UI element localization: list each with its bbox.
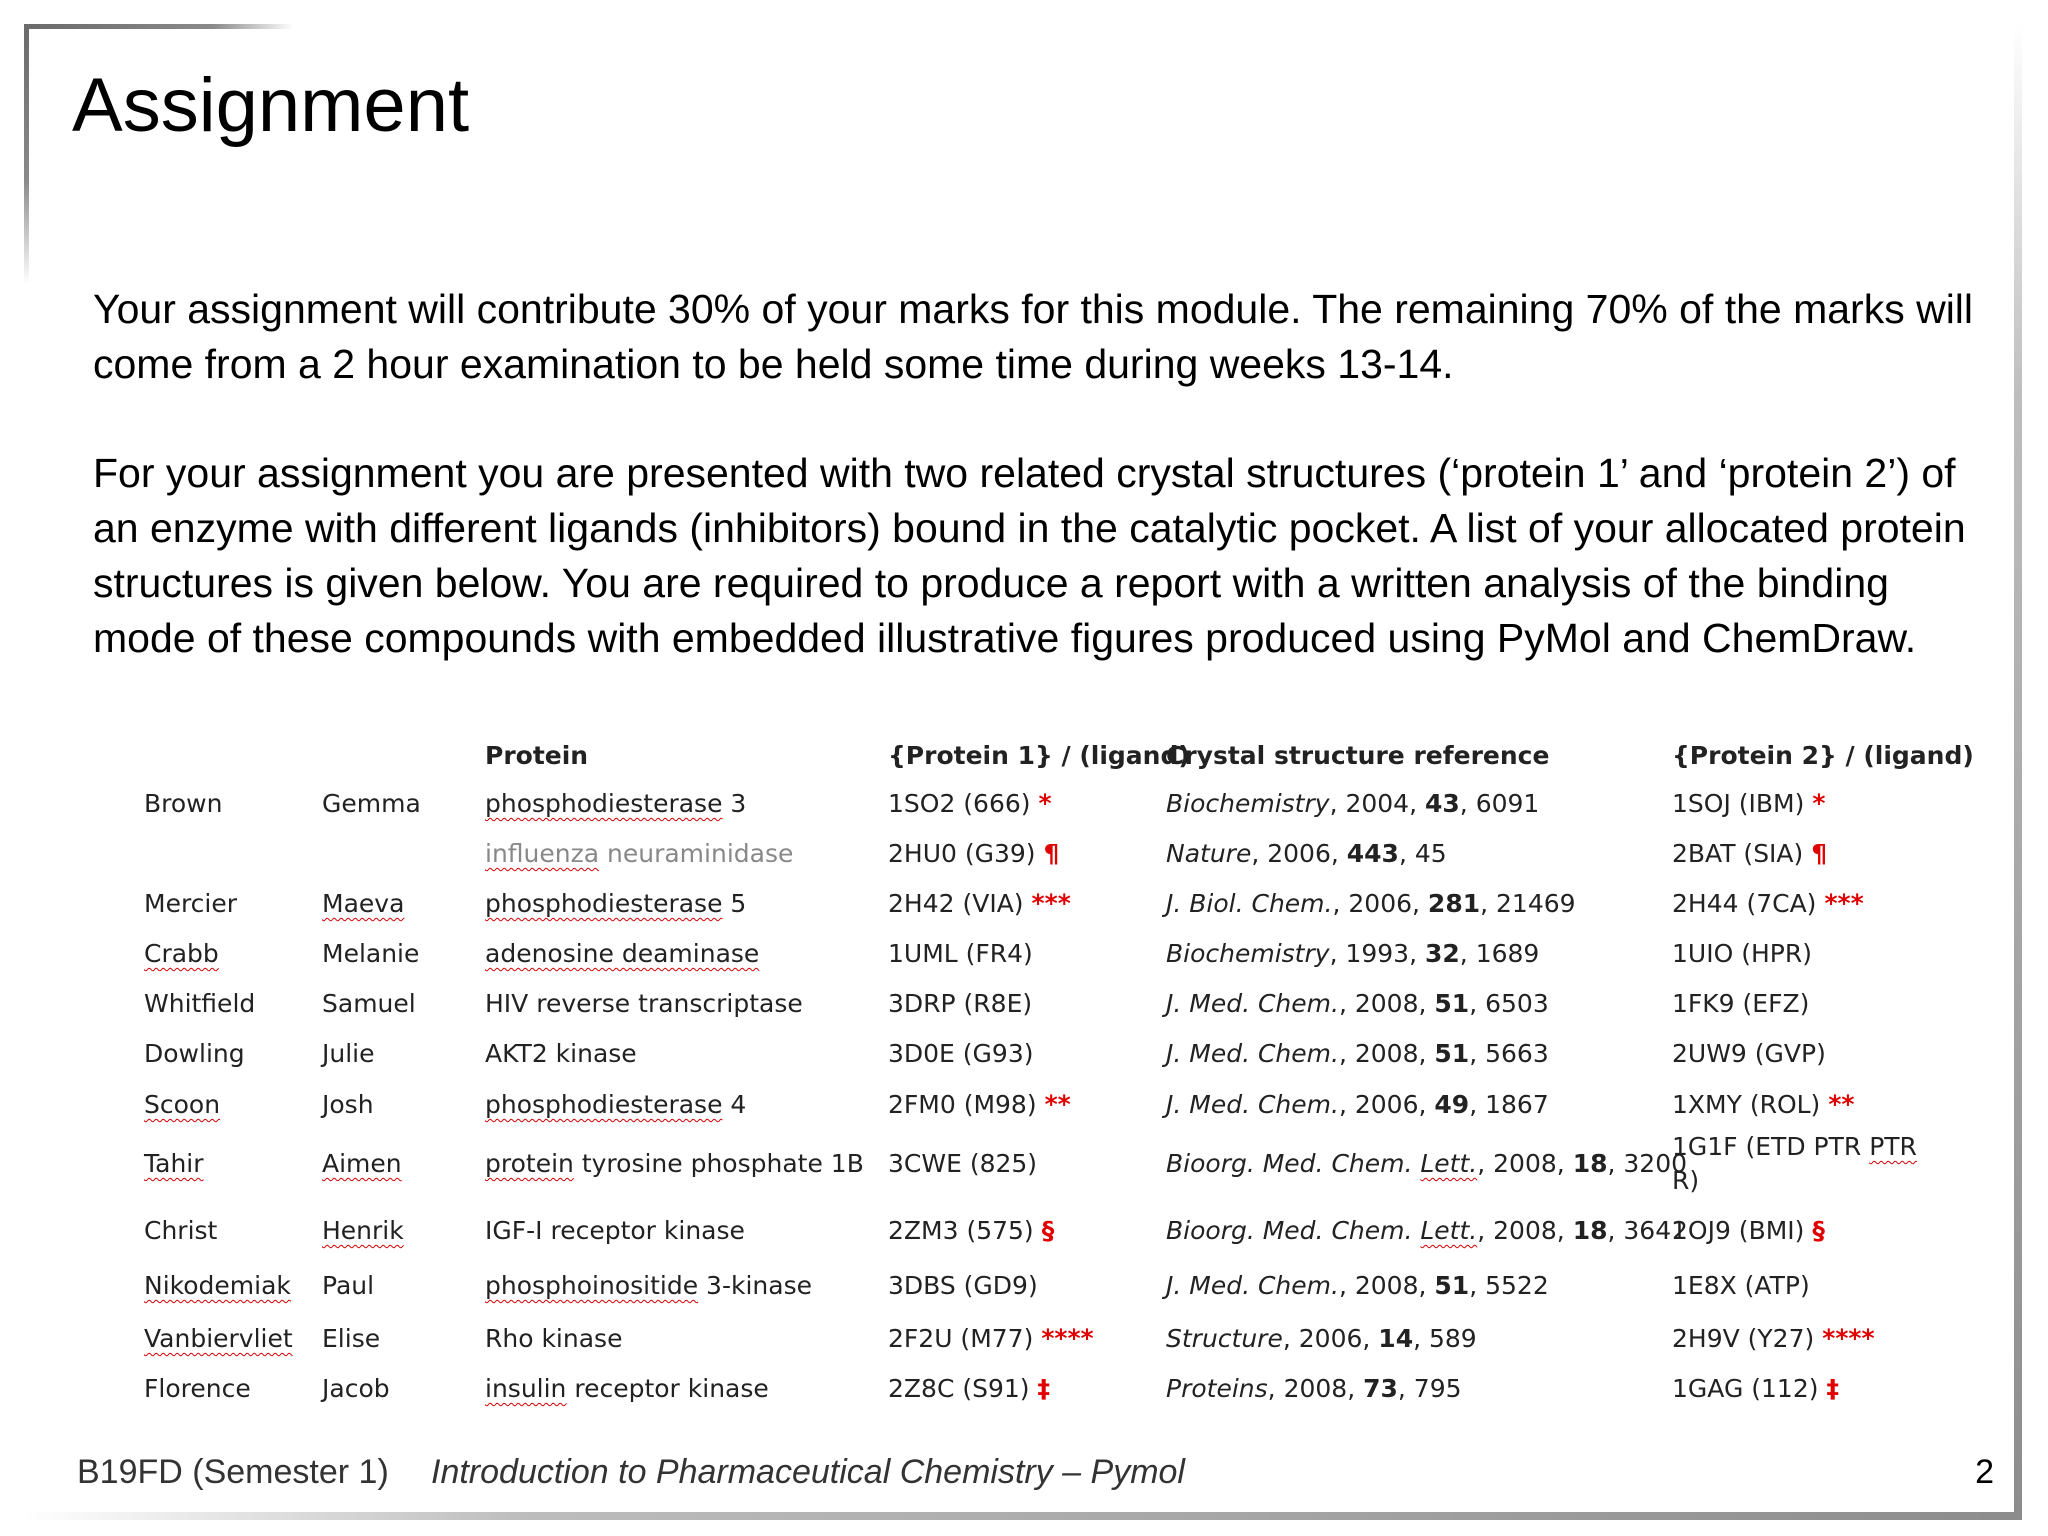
reference-volume: 73 xyxy=(1363,1374,1398,1403)
reference-year: 2008 xyxy=(1354,989,1419,1018)
reference-volume: 281 xyxy=(1427,889,1481,918)
header-protein-1-ligand: {Protein 1} / (ligand) xyxy=(888,741,1190,770)
frame-edge-bottom xyxy=(24,1512,2022,1520)
pdb-code-1: 3DBS (GD9) xyxy=(888,1271,1038,1300)
header-protein: Protein xyxy=(485,741,589,770)
assignment-paragraph: For your assignment you are presented with two related crystal structures (‘protein 1’ and ‘protein 2’) of an enzyme with different ligands (inhibitors) bound in the catalytic pocket. A list of your allocated protein structures is given below. You are required to produce a report with a written analysis of the binding mode of these compounds with embedded illustrative figures produced using PyMol and ChemDraw. xyxy=(93,450,1966,661)
pair-marker: § xyxy=(1041,1216,1055,1245)
row-protein-2 xyxy=(1672,838,1827,870)
reference-volume: 51 xyxy=(1434,1039,1470,1068)
row-protein-2 xyxy=(1672,788,1825,820)
row-surname xyxy=(144,1089,220,1121)
firstname-text: Maeva xyxy=(322,889,405,918)
pdb-code-1: 2FM0 (M98) xyxy=(888,1090,1037,1119)
row-protein-1 xyxy=(888,1215,1054,1247)
row-surname xyxy=(144,1215,217,1247)
pdb-code-2: 2H9V (Y27) xyxy=(1672,1324,1815,1353)
protein-name-part: phosphodiesterase xyxy=(485,889,723,918)
journal-name: J. Med. Chem. xyxy=(1166,989,1339,1018)
protein-name-part: phosphodiesterase xyxy=(485,789,723,818)
firstname-text: Gemma xyxy=(322,789,421,818)
reference-page: 1867 xyxy=(1485,1090,1549,1119)
row-firstname xyxy=(322,1215,404,1247)
frame-edge-right xyxy=(2014,24,2022,1520)
row-protein xyxy=(485,1148,864,1180)
reference-page: 1689 xyxy=(1475,939,1540,968)
row-protein-2 xyxy=(1672,1323,1875,1355)
header-protein-2-ligand: {Protein 2} / (ligand) xyxy=(1672,741,1974,770)
reference-volume: 43 xyxy=(1425,789,1460,818)
reference-page: 6091 xyxy=(1475,789,1540,818)
reference-year: 1993 xyxy=(1345,939,1410,968)
surname-text: Brown xyxy=(144,789,223,818)
journal-name: Biochemistry xyxy=(1166,939,1330,968)
pdb-code-2: 1E8X (ATP) xyxy=(1672,1271,1810,1300)
reference-year: 2008 xyxy=(1354,1271,1419,1300)
surname-text: Scoon xyxy=(144,1090,221,1119)
pair-marker: ¶ xyxy=(1811,839,1828,868)
reference-year: 2008 xyxy=(1283,1374,1348,1403)
row-firstname xyxy=(322,888,404,920)
row-protein xyxy=(485,1270,812,1302)
reference-page: 5522 xyxy=(1485,1271,1549,1300)
row-surname xyxy=(144,1373,251,1405)
firstname-text: Melanie xyxy=(322,939,420,968)
row-protein-2 xyxy=(1672,1038,1826,1070)
pair-marker: ** xyxy=(1044,1090,1071,1119)
pdb-code-2: 2UW9 (GVP) xyxy=(1672,1039,1826,1068)
reference-page: 45 xyxy=(1414,839,1447,868)
pdb-code-1: 1SO2 (666) xyxy=(888,789,1031,818)
row-reference: Nature, 2006, 443, 45 xyxy=(1166,839,1447,868)
row-protein-2 xyxy=(1672,1270,1810,1302)
protein-name-rest: tyrosine phosphate 1B xyxy=(573,1149,864,1178)
row-reference: J. Med. Chem., 2008, 51, 5663 xyxy=(1166,1039,1549,1068)
row-firstname xyxy=(322,988,416,1020)
reference-page: 6503 xyxy=(1485,989,1549,1018)
surname-text: Dowling xyxy=(144,1039,245,1068)
firstname-text: Paul xyxy=(322,1271,375,1300)
protein-name-part: phosphoinositide xyxy=(485,1271,699,1300)
pdb-code-2: 1XMY (ROL) xyxy=(1672,1090,1821,1119)
pair-marker: **** xyxy=(1822,1324,1875,1353)
pair-marker: *** xyxy=(1824,889,1864,918)
protein-name-part: adenosine deaminase xyxy=(485,939,760,968)
row-protein-2 xyxy=(1672,938,1812,970)
pdb-code-1: 2HU0 (G39) xyxy=(888,839,1036,868)
journal-name: J. Med. Chem. xyxy=(1166,1090,1339,1119)
surname-text: Christ xyxy=(144,1216,218,1245)
reference-page: 21469 xyxy=(1496,889,1576,918)
row-protein-1 xyxy=(888,838,1059,870)
row-reference: J. Med. Chem., 2006, 49, 1867 xyxy=(1166,1090,1549,1119)
footer-module-code: B19FD (Semester 1) xyxy=(77,1453,389,1491)
reference-year: 2006 xyxy=(1354,1090,1419,1119)
protein-name-text: HIV reverse transcriptase xyxy=(485,989,803,1018)
row-protein xyxy=(485,888,746,920)
intro-paragraph: Your assignment will contribute 30% of your marks for this module. The remaining 70% of the marks will come from a 2 hour examination to be held some time during weeks 13-14. xyxy=(93,286,1974,387)
pair-marker: * xyxy=(1038,789,1052,818)
firstname-text: Julie xyxy=(322,1039,375,1068)
row-firstname xyxy=(322,1323,380,1355)
surname-text: Nikodemiak xyxy=(144,1271,291,1300)
row-protein xyxy=(485,988,803,1020)
pdb-code-1: 2ZM3 (575) xyxy=(888,1216,1034,1245)
pdb-code-1: 2H42 (VIA) xyxy=(888,889,1024,918)
row-protein-2 xyxy=(1672,1373,1839,1405)
pdb-code-1: 2Z8C (S91) xyxy=(888,1374,1030,1403)
reference-volume: 32 xyxy=(1425,939,1460,968)
row-reference: J. Med. Chem., 2008, 51, 6503 xyxy=(1166,989,1549,1018)
reference-year: 2006 xyxy=(1267,839,1331,868)
row-firstname xyxy=(322,1373,390,1405)
pdb-code-2: 2H44 (7CA) xyxy=(1672,889,1817,918)
row-protein-1 xyxy=(888,788,1052,820)
pdb-code-2: 2OJ9 (BMI) xyxy=(1672,1216,1805,1245)
row-surname xyxy=(144,1038,245,1070)
reference-year: 2008 xyxy=(1493,1216,1557,1245)
row-surname xyxy=(144,1270,291,1302)
row-protein xyxy=(485,1215,745,1247)
reference-page: 3200 xyxy=(1623,1149,1688,1178)
reference-page: 589 xyxy=(1429,1324,1477,1353)
firstname-text: Jacob xyxy=(322,1374,390,1403)
row-protein-1 xyxy=(888,938,1033,970)
row-protein-1 xyxy=(888,1323,1094,1355)
protein-name-part: protein xyxy=(485,1149,574,1178)
protein-name-text: IGF-I receptor kinase xyxy=(485,1216,745,1245)
row-reference: Bioorg. Med. Chem. Lett., 2008, 18, 3641 xyxy=(1166,1216,1688,1245)
protein-name-text: AKT2 kinase xyxy=(485,1039,637,1068)
row-reference: Biochemistry, 1993, 32, 1689 xyxy=(1166,939,1540,968)
row-protein-2 xyxy=(1672,888,1864,920)
row-protein xyxy=(485,1089,746,1121)
row-protein xyxy=(485,838,793,870)
row-reference: J. Biol. Chem., 2006, 281, 21469 xyxy=(1166,889,1576,918)
row-reference: J. Med. Chem., 2008, 51, 5522 xyxy=(1166,1271,1549,1300)
pair-marker: * xyxy=(1812,789,1826,818)
surname-text: Tahir xyxy=(144,1149,204,1178)
pdb-code-2: 1G1F (ETD PTR xyxy=(1672,1132,1870,1161)
row-protein xyxy=(485,1373,769,1405)
row-protein-1 xyxy=(888,888,1071,920)
protein-name-rest: 4 xyxy=(722,1090,747,1119)
row-reference: Biochemistry, 2004, 43, 6091 xyxy=(1166,789,1540,818)
row-protein xyxy=(485,1323,622,1355)
reference-volume: 51 xyxy=(1434,1271,1470,1300)
surname-text: Florence xyxy=(144,1374,251,1403)
pair-marker: § xyxy=(1812,1216,1825,1245)
journal-name: Biochemistry xyxy=(1166,789,1330,818)
journal-abbrev: Lett. xyxy=(1420,1149,1478,1178)
surname-text: Crabb xyxy=(144,939,219,968)
pdb-code-1: 1UML (FR4) xyxy=(888,939,1033,968)
reference-volume: 18 xyxy=(1572,1149,1608,1178)
pdb-code-1: 3CWE (825) xyxy=(888,1149,1038,1178)
journal-name: Structure xyxy=(1166,1324,1283,1353)
row-protein-1 xyxy=(888,988,1032,1020)
protein-name-part: insulin xyxy=(485,1374,567,1403)
footer-course-title: Introduction to Pharmaceutical Chemistry – Pymol xyxy=(431,1453,1185,1491)
pdb-code-2: 2BAT (SIA) xyxy=(1672,839,1804,868)
row-firstname xyxy=(322,1038,375,1070)
row-firstname xyxy=(322,938,419,970)
reference-volume: 18 xyxy=(1572,1216,1608,1245)
row-protein xyxy=(485,938,759,970)
reference-year: 2006 xyxy=(1348,889,1413,918)
reference-volume: 14 xyxy=(1378,1324,1414,1353)
row-reference: Proteins, 2008, 73, 795 xyxy=(1166,1374,1462,1403)
reference-page: 3641 xyxy=(1623,1216,1688,1245)
reference-volume: 443 xyxy=(1346,839,1399,868)
reference-year: 2006 xyxy=(1298,1324,1363,1353)
protein-name-part: phosphodiesterase xyxy=(485,1090,723,1119)
surname-text: Vanbiervliet xyxy=(144,1324,293,1353)
frame-edge-top xyxy=(24,24,294,29)
row-firstname xyxy=(322,1148,402,1180)
row-protein-2-continued xyxy=(1672,1165,1699,1197)
pdb-code-2: 1SOJ (IBM) xyxy=(1672,789,1805,818)
pair-marker: *** xyxy=(1031,889,1071,918)
pdb-code-2-wrap: R) xyxy=(1672,1166,1700,1195)
firstname-text: Samuel xyxy=(322,989,416,1018)
journal-name: Bioorg. Med. Chem. Lett. xyxy=(1166,1149,1478,1178)
pdb-code-1: 3D0E (G93) xyxy=(888,1039,1034,1068)
pdb-code-1: 2F2U (M77) xyxy=(888,1324,1034,1353)
row-surname xyxy=(144,1323,293,1355)
protein-name-rest: neuraminidase xyxy=(599,839,794,868)
surname-text: Mercier xyxy=(144,889,238,918)
row-surname xyxy=(144,888,237,920)
journal-name: Proteins xyxy=(1166,1374,1268,1403)
row-firstname xyxy=(322,1089,374,1121)
row-protein-1 xyxy=(888,1373,1050,1405)
protein-name-rest: 3-kinase xyxy=(698,1271,812,1300)
pair-marker: ‡ xyxy=(1826,1374,1839,1403)
pdb-code-2: 1FK9 (EFZ) xyxy=(1672,989,1810,1018)
protein-name-rest: 3 xyxy=(722,789,747,818)
reference-year: 2008 xyxy=(1354,1039,1419,1068)
firstname-text: Aimen xyxy=(322,1149,402,1178)
journal-abbrev: Lett. xyxy=(1420,1216,1478,1245)
pair-marker: **** xyxy=(1041,1324,1094,1353)
protein-name-rest: 5 xyxy=(722,889,747,918)
row-protein-2 xyxy=(1672,988,1809,1020)
journal-name: J. Biol. Chem. xyxy=(1166,889,1333,918)
protein-name-text: Rho kinase xyxy=(485,1324,623,1353)
pdb-code-2: 1GAG (112) xyxy=(1672,1374,1819,1403)
journal-name: J. Med. Chem. xyxy=(1166,1039,1339,1068)
protein-name-rest: receptor kinase xyxy=(566,1374,769,1403)
frame-edge-left xyxy=(24,24,29,284)
firstname-text: Henrik xyxy=(322,1216,404,1245)
slide-title: Assignment xyxy=(72,63,470,148)
pair-marker: ‡ xyxy=(1037,1374,1051,1403)
row-protein-2 xyxy=(1672,1215,1825,1247)
journal-name: Nature xyxy=(1166,839,1252,868)
journal-name: Bioorg. Med. Chem. Lett. xyxy=(1166,1216,1478,1245)
surname-text: Whitfield xyxy=(144,989,256,1018)
page-number: 2 xyxy=(1975,1453,1994,1491)
row-surname xyxy=(144,988,255,1020)
row-reference: Structure, 2006, 14, 589 xyxy=(1166,1324,1477,1353)
row-protein-1 xyxy=(888,1148,1037,1180)
reference-year: 2004 xyxy=(1345,789,1410,818)
row-protein-1 xyxy=(888,1089,1071,1121)
row-firstname xyxy=(322,1270,374,1302)
row-protein-2 xyxy=(1672,1131,1917,1163)
protein-name-part: influenza xyxy=(485,839,600,868)
row-protein-1 xyxy=(888,1038,1034,1070)
reference-volume: 49 xyxy=(1434,1090,1470,1119)
row-protein-1 xyxy=(888,1270,1038,1302)
reference-year: 2008 xyxy=(1493,1149,1557,1178)
reference-volume: 51 xyxy=(1434,989,1470,1018)
row-surname xyxy=(144,938,219,970)
pair-marker: ¶ xyxy=(1043,839,1060,868)
journal-name: J. Med. Chem. xyxy=(1166,1271,1339,1300)
pdb-code-1: 3DRP (R8E) xyxy=(888,989,1033,1018)
pdb-code-2: 1UIO (HPR) xyxy=(1672,939,1812,968)
reference-page: 5663 xyxy=(1485,1039,1549,1068)
row-surname xyxy=(144,1148,204,1180)
reference-page: 795 xyxy=(1413,1374,1462,1403)
row-firstname xyxy=(322,788,421,820)
pdb-code-2-part: PTR xyxy=(1869,1132,1917,1161)
header-crystal-reference: Crystal structure reference xyxy=(1166,741,1550,770)
row-protein xyxy=(485,1038,637,1070)
firstname-text: Elise xyxy=(322,1324,381,1353)
pair-marker: ** xyxy=(1828,1090,1855,1119)
row-protein-2 xyxy=(1672,1089,1854,1121)
firstname-text: Josh xyxy=(322,1090,374,1119)
row-reference: Bioorg. Med. Chem. Lett., 2008, 18, 3200 xyxy=(1166,1149,1688,1178)
row-protein xyxy=(485,788,746,820)
row-surname xyxy=(144,788,222,820)
